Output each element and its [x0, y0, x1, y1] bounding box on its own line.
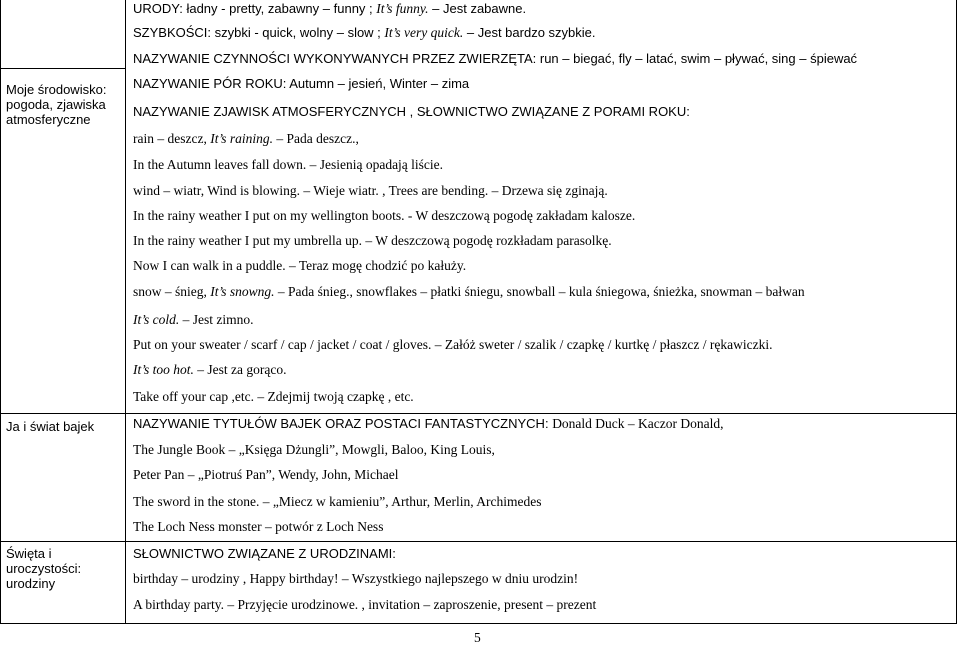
line-text-segment: – Pada deszcz.,	[272, 131, 359, 146]
vocabulary-line	[133, 416, 724, 432]
line-text-segment: In the rainy weather I put my umbrella up. – W deszczową pogodę rozkładam parasolkę.	[133, 233, 612, 248]
line-text-segment: It’s funny.	[376, 1, 429, 16]
vocabulary-line	[133, 208, 635, 224]
line-text-segment: A birthday party. – Przyjęcie urodzinowe. , invitation – zaproszenie, present – prezent	[133, 597, 597, 612]
vocabulary-line	[133, 571, 578, 587]
vocabulary-line	[133, 157, 443, 173]
vocabulary-line	[133, 546, 396, 562]
line-text-segment: In the rainy weather I put on my wellington boots. - W deszczową pogodę zakładam kalosze.	[133, 208, 636, 223]
line-text-segment: – Jest zabawne.	[428, 1, 527, 16]
vocabulary-line	[133, 362, 286, 378]
section-label-weather	[6, 82, 121, 127]
line-text-segment: NAZYWANIE CZYNNOŚCI WYKONYWANYCH PRZEZ ZWIERZĘTA: run – biegać, fly – latać, swim – pływać, sing – śpiewać	[133, 51, 858, 66]
line-text-segment: SŁOWNICTWO ZWIĄZANE Z URODZINAMI:	[133, 546, 396, 561]
section-label-fairytales	[6, 419, 121, 434]
row-divider	[1, 413, 956, 414]
line-text-segment: The sword in the stone. – „Miecz w kamieniu”, Arthur, Merlin, Archimedes	[133, 494, 542, 509]
vocabulary-line	[133, 233, 612, 249]
vocabulary-line	[133, 258, 466, 274]
line-text-segment: snow – śnieg,	[133, 284, 211, 299]
line-text-segment: Now I can walk in a puddle. – Teraz mogę chodzić po kałuży.	[133, 258, 467, 273]
row-divider	[1, 541, 956, 542]
line-text-segment: It’s cold.	[133, 312, 180, 327]
section-label-birthday	[6, 546, 121, 591]
line-text-segment: rain – deszcz,	[133, 131, 211, 146]
vocabulary-line	[133, 337, 773, 353]
line-text-segment: Take off your cap ,etc. – Zdejmij twoją czapkę , etc.	[133, 389, 414, 404]
vocabulary-line	[133, 76, 469, 92]
line-text-segment: It’s very quick.	[384, 25, 464, 40]
line-text-segment: wind – wiatr, Wind is blowing. – Wieje wiatr. , Trees are bending. – Drzewa się zginają.	[133, 183, 608, 198]
line-text-segment: – Jest bardzo szybkie.	[463, 25, 596, 40]
line-text-segment: The Jungle Book – „Księga Dżungli”, Mowgli, Baloo, King Louis,	[133, 442, 495, 457]
section-label-weather-text: Moje środowisko: pogoda, zjawiska atmosferyczne	[6, 82, 107, 127]
vocabulary-line	[133, 519, 383, 535]
line-text-segment: NAZYWANIE ZJAWISK ATMOSFERYCZNYCH , SŁOWNICTWO ZWIĄZANE Z PORAMI ROKU:	[133, 104, 690, 119]
vocabulary-line	[133, 442, 495, 458]
line-text-segment: – Jest zimno.	[179, 312, 254, 327]
vocabulary-line	[133, 131, 359, 147]
line-text-segment: NAZYWANIE PÓR ROKU: Autumn – jesień, Winter – zima	[133, 76, 470, 91]
line-text-segment: It’s too hot.	[133, 362, 194, 377]
line-text-segment: URODY: ładny - pretty, zabawny – funny ;	[133, 1, 377, 16]
section-label-fairytales-text: Ja i świat bajek	[6, 419, 95, 434]
vocabulary-line	[133, 1, 526, 17]
line-text-segment: – Jest za gorąco.	[193, 362, 287, 377]
vocabulary-line	[133, 51, 857, 67]
line-text-segment: It’s snowng.	[210, 284, 275, 299]
line-text-segment: The Loch Ness monster – potwór z Loch Ness	[133, 519, 384, 534]
page-number: 5	[474, 630, 481, 645]
line-text-segment: NAZYWANIE TYTUŁÓW BAJEK ORAZ POSTACI FANTASTYCZNYCH:	[133, 416, 553, 431]
vocabulary-line	[133, 494, 541, 510]
row-divider	[1, 68, 125, 69]
line-text-segment: It’s raining.	[210, 131, 273, 146]
line-text-segment: – Pada śnieg., snowflakes – płatki śniegu, snowball – kula śniegowa, śnieżka, snowman – bałwan	[274, 284, 805, 299]
vocabulary-line	[133, 25, 596, 41]
line-text-segment: SZYBKOŚCI: szybki - quick, wolny – slow ;	[133, 25, 385, 40]
vocabulary-line	[133, 183, 608, 199]
line-text-segment: Put on your sweater / scarf / cap / jacket / coat / gloves. – Załóż sweter / szalik / czapkę / kurtkę / płaszcz / rękawiczki.	[133, 337, 773, 352]
vocabulary-line	[133, 597, 596, 613]
vocabulary-line	[133, 389, 414, 405]
section-label-birthday-text: Święta i uroczystości: urodziny	[6, 546, 82, 591]
vocabulary-line	[133, 284, 805, 300]
line-text-segment: Peter Pan – „Piotruś Pan”, Wendy, John, Michael	[133, 467, 399, 482]
vocabulary-line	[133, 104, 690, 120]
line-text-segment: birthday – urodziny , Happy birthday! – Wszystkiego najlepszego w dniu urodzin!	[133, 571, 579, 586]
vocabulary-line	[133, 312, 254, 328]
vocabulary-line	[133, 467, 399, 483]
line-text-segment: In the Autumn leaves fall down. – Jesienią opadają liście.	[133, 157, 444, 172]
column-divider	[125, 0, 126, 623]
line-text-segment: Donald Duck – Kaczor Donald,	[552, 416, 724, 431]
